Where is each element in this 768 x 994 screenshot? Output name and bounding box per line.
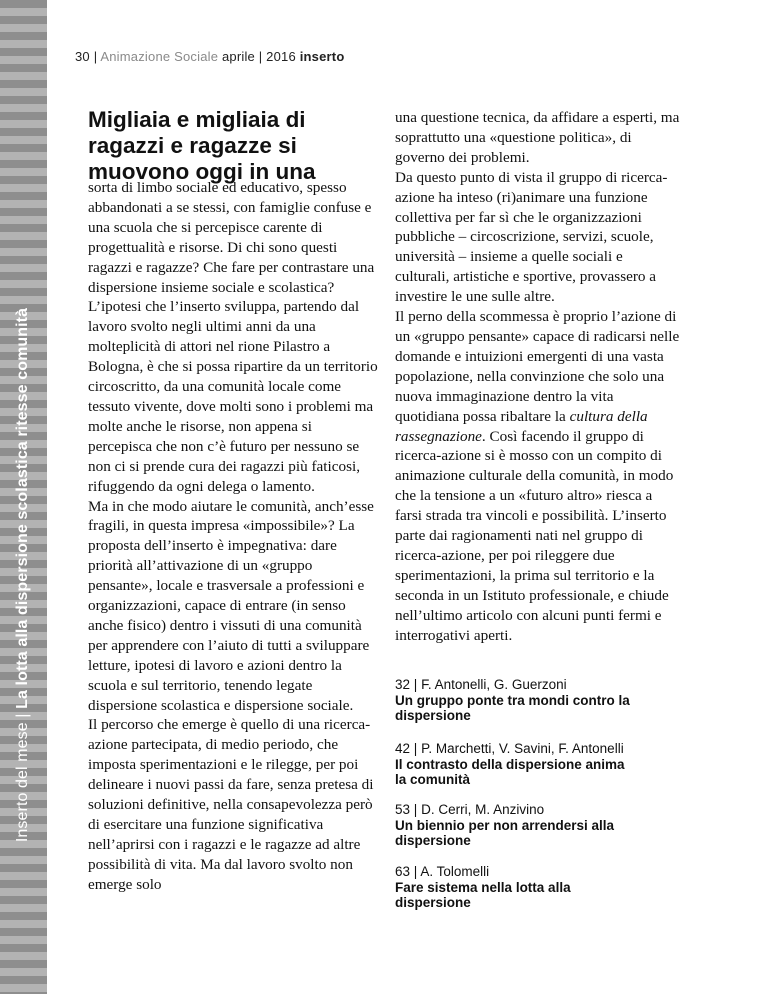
body-paragraph [395,307,680,645]
toc-separator: | [413,802,418,817]
toc-separator: | [413,864,418,879]
section-name: inserto [299,49,345,64]
toc-entry[interactable] [395,801,695,848]
body-column-right [395,108,680,645]
body-column-left [88,178,378,895]
toc-separator: | [413,677,418,692]
toc-authors-line [395,801,695,818]
body-paragraph: una questione tecnica, da affidare a esperti, ma soprattutto una «questione politica», di governo dei problemi. [395,109,680,166]
toc-authors: F. Antonelli, G. Guerzoni [421,677,567,692]
toc-page-number: 32 [395,677,411,692]
toc-authors-line [395,676,695,693]
paragraph-text: . Così facendo il gruppo di ricerca-azione si è mosso con un compito di animazione culturale della comunità, in modo che la tensione a un «futuro altro» riesca a farsi strada tra vincoli e possibilità. L’inserto parte dai ragionamenti nati nel gruppo di ricerca-azione, per poi rileggere due sperimentazioni, la prima sul territorio e la seconda in un Istituto professionale, e chiude nell’ultimo articolo con alcuni punti fermi e interrogativi aperti. [395,427,674,644]
side-band [0,0,47,994]
toc-entry[interactable] [395,863,695,910]
running-header [75,49,344,64]
toc-page-number: 63 [395,864,411,879]
section-side-label [14,308,32,842]
body-paragraph: L’ipotesi che l’inserto sviluppa, partendo dal lavoro svolto negli ultimi anni da una molteplicità di attori nel rione Pilastro a Bologna, è che si possa ripartire da un territorio circoscritto, da una comunità locale come tessuto vivente, dove molti sono i problemi ma molte anche le risorse, non appena si percepisca che non c’è futuro per nessuno se non ci si prende cura dei ragazzi più faticosi, rifuggendo da ogni delega o lamento. [88,298,378,495]
toc-page-number: 42 [395,741,411,756]
toc-title: Un biennio per non arrendersi alla dispersione [395,818,615,848]
issue-month: aprile [221,49,255,64]
magazine-name: Animazione Sociale [100,49,219,64]
emphasis-text: cultura della rassegnazione [395,407,648,445]
body-paragraph: Ma in che modo aiutare le comunità, anch’esse fragili, in questa impresa «impossibile»? La proposta dell’inserto è impegnativa: dare priorità all’attivazione di un «gruppo pensante», locale e trasversale a professioni e organizzazioni, capace di entrare (in senso anche fisico) dentro i vissuti di una comunità per apprendere con l’aiuto di tutti a sviluppare letture, ipotesi di lavoro e azioni dentro la scuola e sul territorio, tenendo legate dispersione scolastica e dispersione sociale. [88,497,374,714]
body-paragraph: Da questo punto di vista il gruppo di ricerca-azione ha inteso (ri)animare una funzione collettiva per far sì che le organizzazioni pubbliche – circoscrizione, servizi, scuole, università – insieme a quelle sociali e culturali, artistiche e sportive, provassero a investire le une sulle altre. [395,168,668,306]
toc-authors-line [395,740,695,757]
side-label-light: Inserto del mese | [14,713,31,843]
toc-page-number: 53 [395,802,411,817]
paragraph-text: Il perno della scommessa è proprio l’azione di un «gruppo pensante» capace di radicarsi nelle domande e intuizioni emergenti di una vasta popolazione, nella convinzione che solo una nuova immaginazione dentro la vita quotidiana possa ribaltare la [395,308,680,425]
toc-title: Fare sistema nella lotta alla dispersione [395,880,571,910]
toc-entry[interactable] [395,740,695,787]
header-separator: | [258,49,263,64]
toc-separator: | [413,741,418,756]
toc-authors: D. Cerri, M. Anzivino [421,802,545,817]
toc-title: Un gruppo ponte tra mondi contro la dispersione [395,693,630,723]
header-separator: | [93,49,98,64]
toc-authors: P. Marchetti, V. Savini, F. Antonelli [421,741,624,756]
body-paragraph: sorta di limbo sociale ed educativo, spesso abbandonati a se stessi, con famiglie confuse e una scuola che si percepisce carente di progettualità e risorse. Di chi sono questi ragazzi e ragazze? Che fare per contrastare una dispersione insieme sociale e scolastica? [88,179,375,296]
toc-title: Il contrasto della dispersione anima la comunità [395,757,625,787]
body-paragraph: Il percorso che emerge è quello di una ricerca-azione partecipata, di medio periodo, che imposta sperimentazioni e le rilegge, per poi delineare i nuovi passi da fare, senza pretesa di soluzioni definitive, nella consapevolezza però di esercitare una funzione significativa nell’aprirsi con i ragazzi e le ragazze ad altre possibilità di vita. Ma dal lavoro svolto non emerge solo [88,716,374,893]
side-label-bold: La lotta alla dispersione scolastica ritesse comunità [14,307,31,709]
issue-year: 2016 [266,49,296,64]
page-number: 30 [75,49,90,64]
toc-authors: A. Tolomelli [420,864,490,879]
toc-entry[interactable] [395,676,695,723]
article-title: Migliaia e migliaia di ragazzi e ragazze si muovono oggi in una [88,107,316,184]
toc-authors-line [395,863,695,880]
